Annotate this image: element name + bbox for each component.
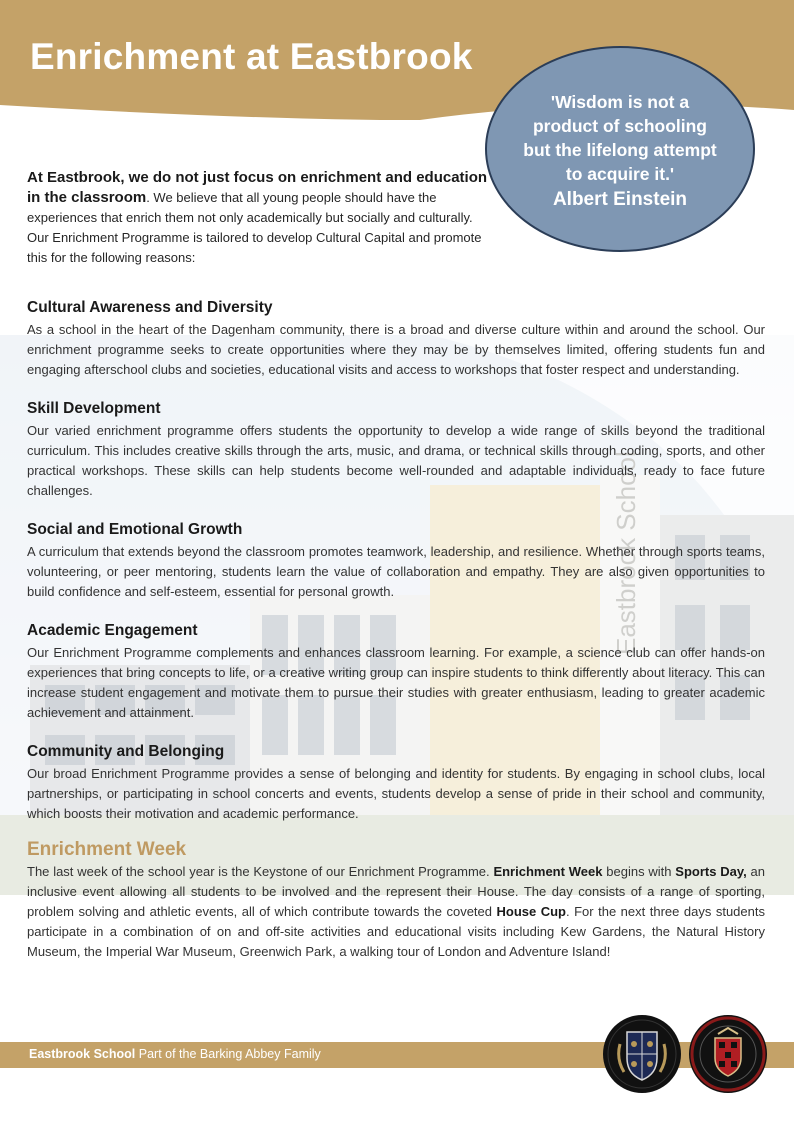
enrichment-week-body: The last week of the school year is the Keystone of our Enrichment Programme. Enrichment Week begins with Sports Day, an inclusive event allowing all students to be involved and the represent their House. The day consists of a range of sporting, problem solving and athletic events, all of which contribute towards the coveted House Cup. For the next three days students participate in a combination of on and off-site activities and educational visits including Kew Gardens, the Natural History Museum, the Imperial War Museum, Greenwich Park, a walking tour of London and Adventure Island! [27, 864, 766, 959]
quote-bubble [485, 46, 755, 252]
section-body: Our varied enrichment programme offers students the opportunity to develop a wide range of skills beyond the traditional curriculum. This includes creative skills through the arts, music, and drama, or technical skills through coding, sports, and other practical workshops. These skills can help students become well-rounded and adaptable individuals, ready to face future challenges. [27, 423, 765, 498]
eastbrook-crest-logo [602, 1014, 682, 1094]
intro-paragraph [27, 168, 497, 268]
enrichment-week-section [27, 838, 765, 962]
main-content [27, 297, 765, 962]
intro-body: . We believe that all young people should have the experiences that enrich them not only academically but socially and culturally. Our Enrichment Programme is tailored to develop Cultural Capital and promote this for the following reasons: [27, 190, 482, 265]
page-title: Enrichment at Eastbrook [30, 36, 473, 77]
section-body: As a school in the heart of the Dagenham community, there is a broad and diverse culture within and around the school. Our enrichment programme seeks to create opportunities where they may be by themselves limited, offering students fun and engaging afterschool clubs and societies, educational visits and access to workshops that foster respect and understanding. [27, 322, 765, 377]
section-cultural-awareness [27, 297, 765, 380]
section-body: Our Enrichment Programme complements and enhances classroom learning. For example, a science club can offer hands-on experiences that bring concepts to life, or a creative writing group can inspire students to think differently about literacy. This can increase student engagement and motivate them to pursue their studies with greater enthusiasm, leading to greater academic achievement and attainment. [27, 645, 765, 720]
footer-school-name: Eastbrook School [29, 1047, 136, 1061]
footer-text [29, 1047, 321, 1061]
quote-text: 'Wisdom is not a product of schooling but the lifelong attempt to acquire it.' [523, 92, 717, 184]
section-heading: Academic Engagement [27, 622, 198, 639]
section-body: A curriculum that extends beyond the classroom promotes teamwork, leadership, and resilience. Whether through sports teams, volunteering, or peer mentoring, students learn the value of collaboration and empathy. They are also given opportunities to build confidence and self-esteem, essential for personal growth. [27, 544, 765, 599]
section-heading: Skill Development [27, 400, 161, 417]
section-heading: Cultural Awareness and Diversity [27, 299, 273, 316]
footer-tagline: Part of the Barking Abbey Family [135, 1047, 321, 1061]
section-social-emotional [27, 519, 765, 602]
section-heading: Community and Belonging [27, 743, 225, 760]
section-skill-development [27, 398, 765, 501]
quote-author: Albert Einstein [552, 189, 688, 210]
section-body: Our broad Enrichment Programme provides a sense of belonging and identity for students. By engaging in school clubs, local partnerships, or participating in school concerts and events, students develop a sense of pride in their school and community, which boosts their motivation and academic performance. [27, 766, 765, 821]
barking-abbey-crest-logo [688, 1014, 768, 1094]
section-academic-engagement [27, 620, 765, 723]
intro-lead: At Eastbrook, we do not just focus on enrichment and education in the classroom [27, 169, 488, 206]
enrichment-week-title: Enrichment Week [27, 839, 187, 860]
section-heading: Social and Emotional Growth [27, 521, 243, 538]
building-sign-text: Eastbrook School [611, 451, 641, 655]
section-community-belonging [27, 741, 765, 824]
